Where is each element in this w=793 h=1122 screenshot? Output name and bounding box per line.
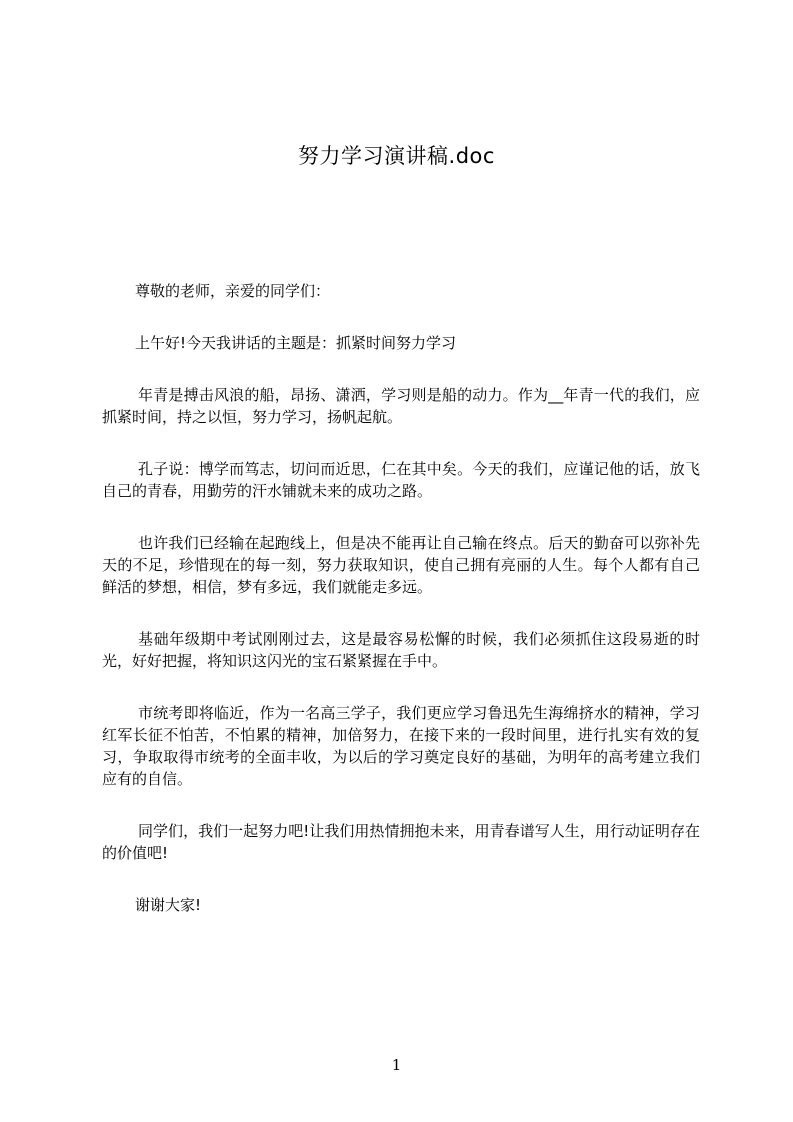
document-body bbox=[102, 280, 700, 946]
body-paragraph: 孔子说：博学而笃志，切问而近思，仁在其中矣。今天的我们，应谨记他的话，放飞自己的青春，用勤劳的汗水铺就未来的成功之路。 bbox=[102, 460, 700, 500]
body-paragraph: 也许我们已经输在起跑线上，但是决不能再让自己输在终点。后天的勤奋可以弥补先天的不足，珍惜现在的每一刻，努力获取知识，使自己拥有亮丽的人生。每个人都有自己鲜活的梦想，相信，梦有多远，我们就能走多远。 bbox=[102, 534, 700, 596]
body-paragraph: 年青是搏击风浪的船，昂扬、潇洒，学习则是船的动力。作为__年青一代的我们，应抓紧时间，持之以恒，努力学习，扬帆起航。 bbox=[102, 386, 700, 426]
topic-paragraph: 上午好!今天我讲话的主题是：抓紧时间努力学习 bbox=[135, 334, 457, 352]
closing-paragraph: 谢谢大家! bbox=[135, 896, 202, 914]
page-number: 1 bbox=[391, 1056, 402, 1074]
body-paragraph: 市统考即将临近，作为一名高三学子，我们更应学习鲁迅先生海绵挤水的精神，学习红军长征不怕苦，不怕累的精神，加倍努力，在接下来的一段时间里，进行扎实有效的复习，争取取得市统考的全面丰收，为以后的学习奠定良好的基础，为明年的高考建立我们应有的自信。 bbox=[102, 704, 700, 788]
document-title: 努力学习演讲稿.doc bbox=[298, 144, 495, 168]
body-paragraph: 同学们，我们一起努力吧!让我们用热情拥抱未来，用青春谱写人生，用行动证明存在的价值吧! bbox=[102, 822, 700, 862]
greeting-paragraph: 尊敬的老师，亲爱的同学们： bbox=[135, 282, 331, 300]
body-paragraph: 基础年级期中考试刚刚过去，这是最容易松懈的时候，我们必须抓住这段易逝的时光，好好把握，将知识这闪光的宝石紧紧握在手中。 bbox=[102, 630, 700, 670]
